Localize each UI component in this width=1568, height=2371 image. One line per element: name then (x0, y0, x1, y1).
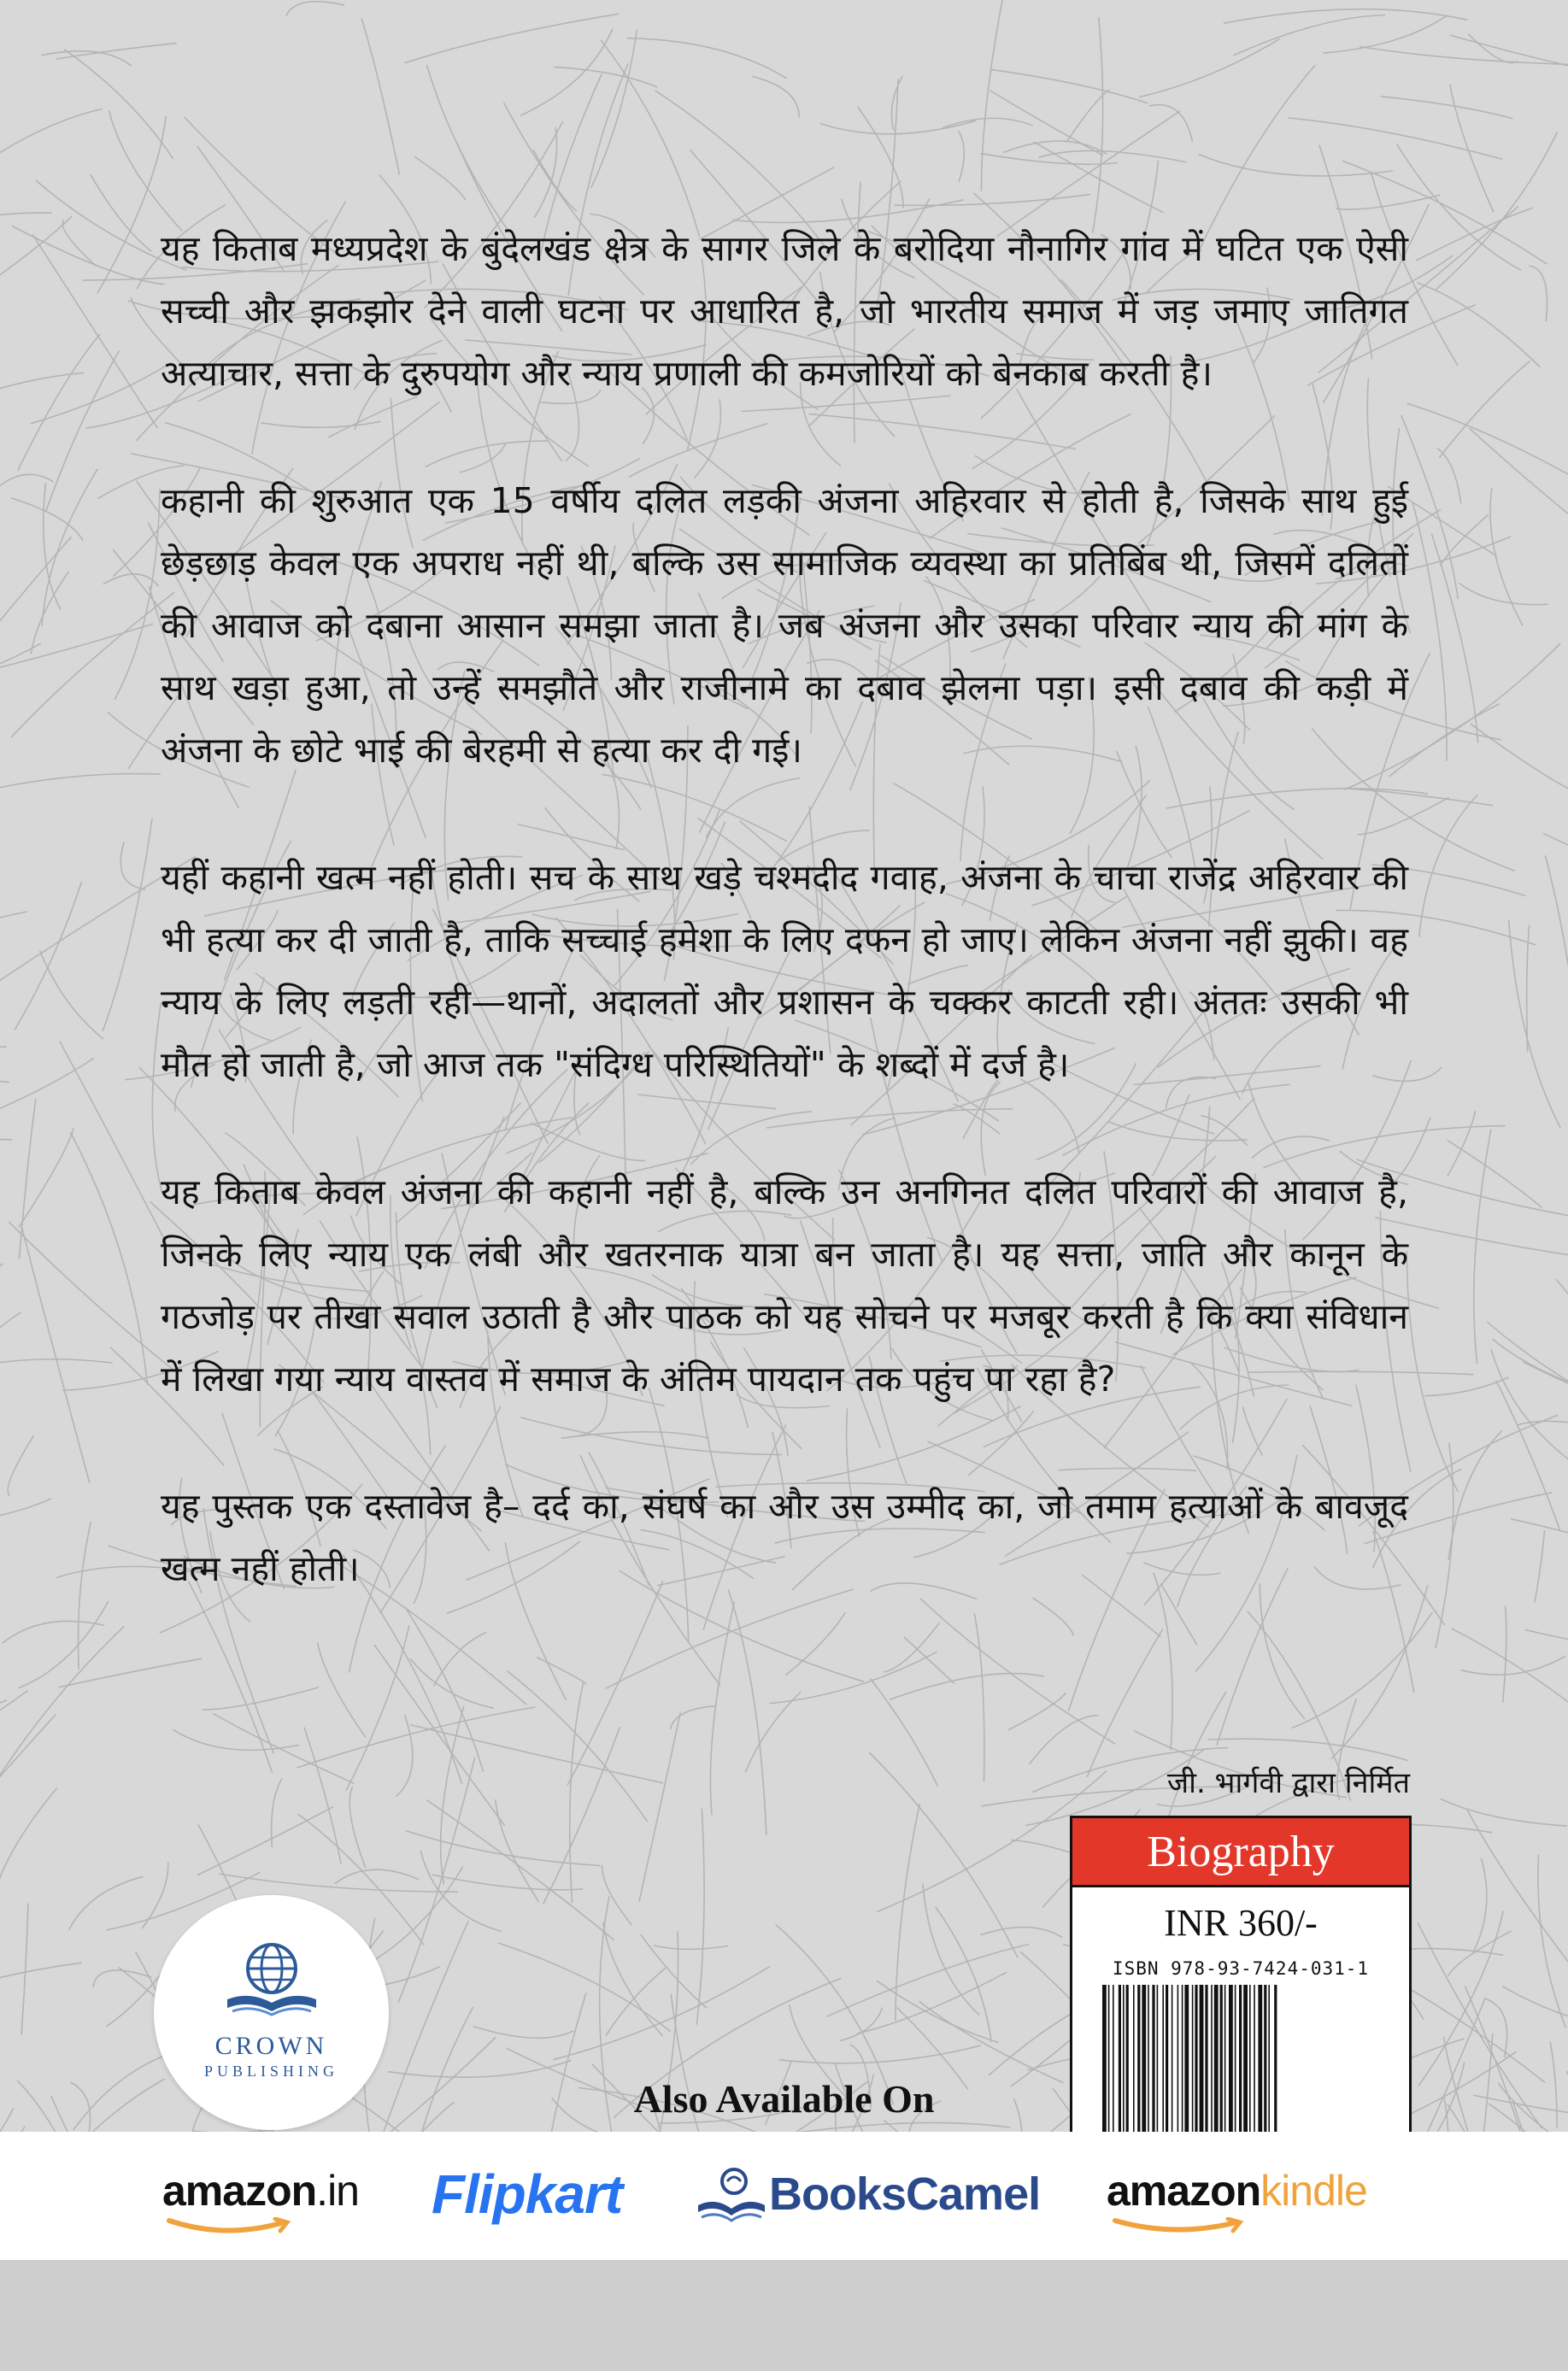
genre-label: Biography (1072, 1818, 1409, 1887)
also-available-heading: Also Available On (633, 2077, 935, 2121)
publisher-subtitle: PUBLISHING (203, 2063, 338, 2080)
amazon-kindle-kindle: kindle (1260, 2167, 1367, 2215)
store-logos-band (0, 2132, 1568, 2260)
blurb-paragraph-5: यह पुस्तक एक दस्तावेज है– दर्द का, संघर्ष का और उस उम्मीद का, जो तमाम हत्याओं के बावजूद खत्म नहीं होती। (161, 1486, 1408, 1589)
blurb-paragraph-3: यहीं कहानी खत्म नहीं होती। सच के साथ खड़े चश्मदीद गवाह, अंजना के चाचा राजेंद्र अहिरवार की भी हत्या कर दी जाती है, ताकि सच्चाई हमेशा के लिए दफन हो जाए। लेकिन अंजना नहीं झुकी। वह न्याय के लिए लड़ती रही—थानों, अदालतों और प्रशासन के चक्कर काटती रही। अंततः उसकी भी मौत हो जाती है, जो आज तक "संदिग्ध परिस्थितियों" के शब्दों में दर्ज है। (161, 857, 1408, 1085)
publisher-name: CROWN (214, 2032, 328, 2060)
barcode (1095, 1985, 1386, 2147)
amazon-in-main: amazon (162, 2167, 317, 2215)
blurb-paragraph-1: यह किताब मध्यप्रदेश के बुंदेलखंड क्षेत्र के सागर जिले के बरोदिया नौनागिर गांव में घटित एक ऐसी सच्ची और झकझोर देने वाली घटना पर आधारित है, जो भारतीय समाज में जड़ जमाए जातिगत अत्याचार, सत्ता के दुरुपयोग और न्याय प्रणाली की कमजोरियों को बेनकाब करती है। (161, 228, 1408, 394)
blurb-paragraph-4: यह किताब केवल अंजना की कहानी नहीं है, बल्कि उन अनगिनत दलित परिवारों की आवाज है, जिनके लिए न्याय एक लंबी और खतरनाक यात्रा बन जाता है। यह सत्ता, जाति और कानून के गठजोड़ पर तीखा सवाल उठाती है और पाठक को यह सोचने पर मजबूर करती है कि क्या संविधान में लिखा गया न्याय वास्तव में समाज के अंतिम पायदान तक पहुंच पा रहा है? (161, 1171, 1408, 1400)
isbn-label: ISBN 978-93-7424-031-1 (1112, 1958, 1370, 1979)
blurb-paragraph-2: कहानी की शुरुआत एक 15 वर्षीय दलित लड़की अंजना अहिरवार से होती है, जिसके साथ हुई छेड़छाड़ केवल एक अपराध नहीं थी, बल्कि उस सामाजिक व्यवस्था का प्रतिबिंब थी, जिसमें दलितों की आवाज को दबाना आसान समझा जाता है। जब अंजना और उसका परिवार न्याय की मांग के साथ खड़ा हुआ, तो उन्हें समझौते और राजीनामे का दबाव झेलना पड़ा। इसी दबाव की कड़ी में अंजना के छोटे भाई की बेरहमी से हत्या कर दी गई। (161, 480, 1408, 771)
amazon-in-wordmark (162, 2166, 359, 2215)
creator-credit: जी. भार्गवी द्वारा निर्मित (1166, 1766, 1410, 1800)
amazon-in-suffix: .in (316, 2167, 359, 2215)
price-label: INR 360/- (1164, 1902, 1318, 1944)
amazon-kindle-wordmark (1107, 2166, 1367, 2215)
globe-book-icon (220, 1940, 323, 2025)
store-flipkart[interactable]: Flipkart (432, 2163, 623, 2225)
amazon-smile-icon (166, 2217, 302, 2238)
amazon-kindle-amazon: amazon (1107, 2167, 1261, 2215)
bookscamel-book-icon (696, 2163, 766, 2231)
amazon-kindle-smile-icon (1112, 2217, 1257, 2238)
bookscamel-wordmark: BooksCamel (769, 2169, 1041, 2220)
bottom-texture (0, 2260, 1568, 2371)
back-cover-blurb (161, 218, 1408, 1665)
